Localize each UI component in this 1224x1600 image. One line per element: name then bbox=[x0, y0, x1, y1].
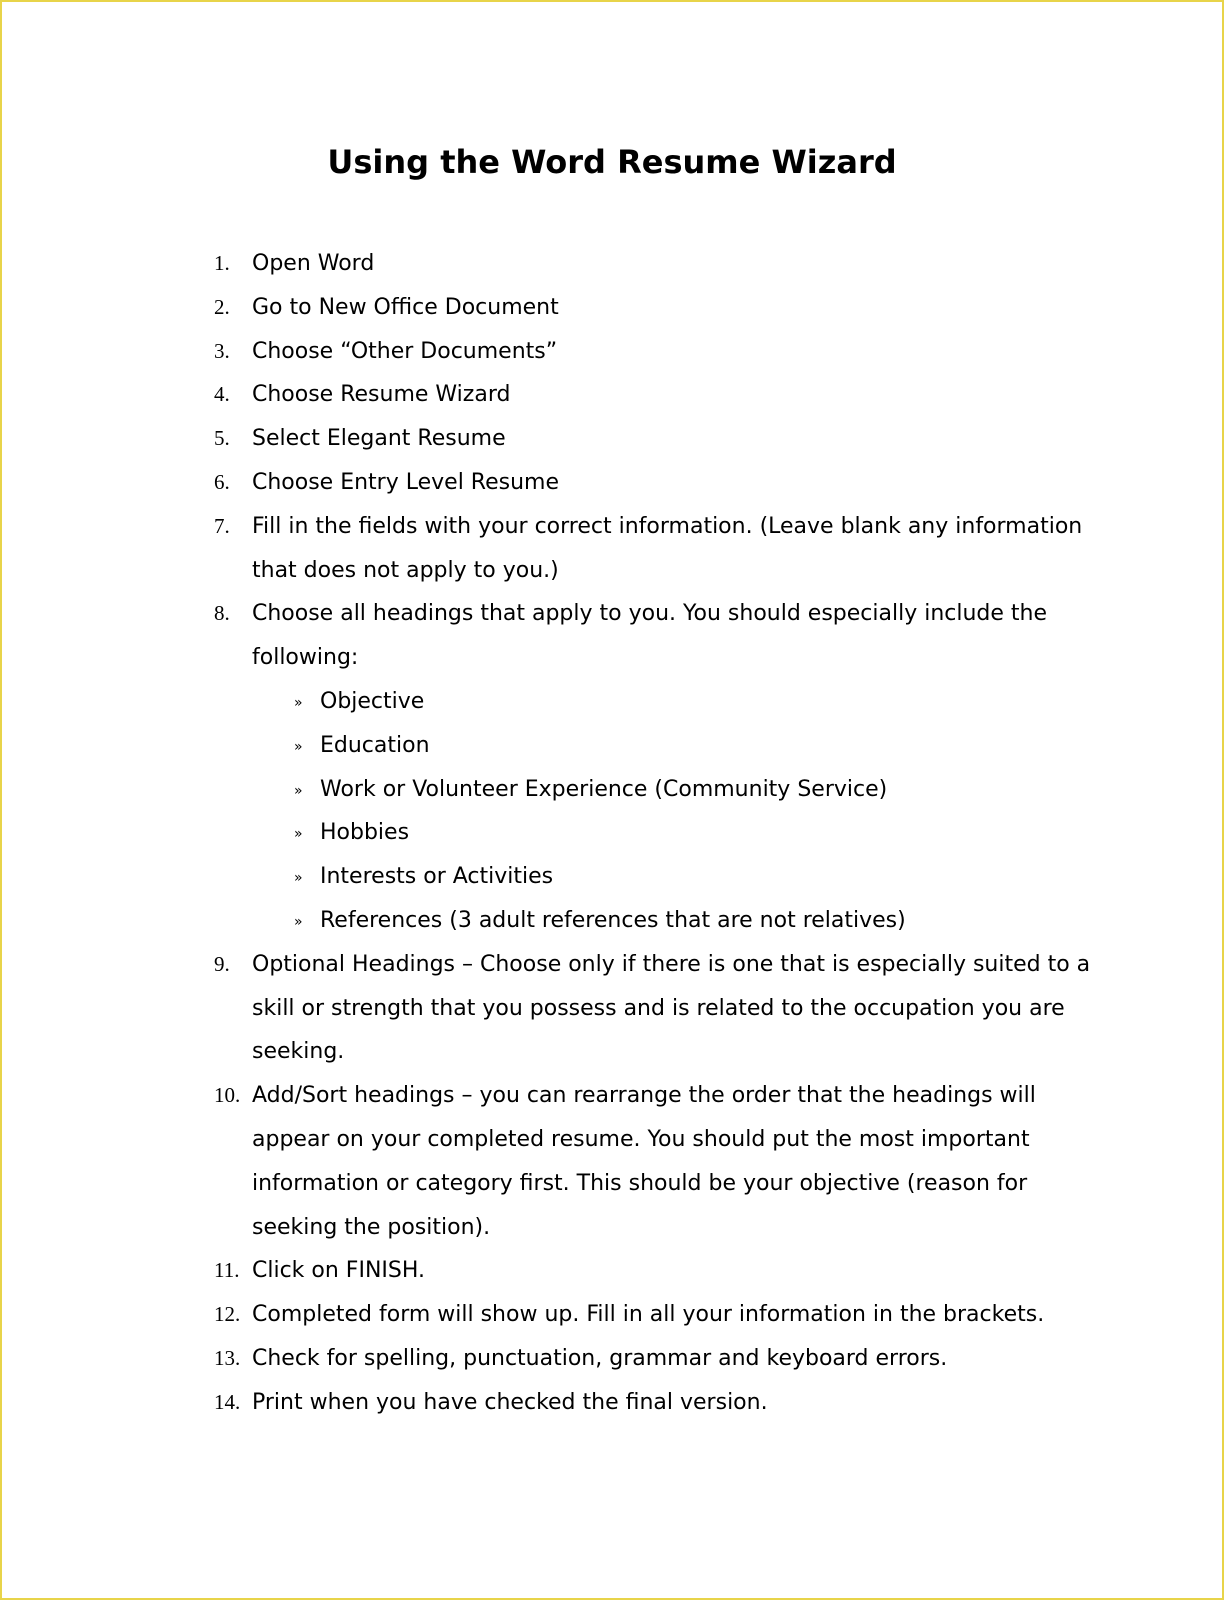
step-item bbox=[214, 1381, 1094, 1425]
step-number: 14. bbox=[214, 1389, 241, 1414]
step-number: 12. bbox=[214, 1302, 241, 1327]
step-item bbox=[214, 592, 1094, 942]
double-arrow-bullet-icon: » bbox=[294, 870, 303, 887]
bullet-text: References (3 adult references that are not relatives) bbox=[320, 907, 906, 933]
step-text: Choose Resume Wizard bbox=[252, 382, 511, 408]
step-number: 2. bbox=[214, 294, 230, 319]
bullet-text: Hobbies bbox=[320, 820, 410, 846]
step-item bbox=[214, 1249, 1094, 1293]
list-item bbox=[294, 768, 1094, 812]
step-text: Choose all headings that apply to you. You should especially include the following: bbox=[252, 601, 1048, 671]
double-arrow-bullet-icon: » bbox=[294, 782, 303, 799]
step-text: Check for spelling, punctuation, grammar and keyboard errors. bbox=[252, 1345, 948, 1371]
double-arrow-bullet-icon: » bbox=[294, 826, 303, 843]
step-number: 6. bbox=[214, 469, 230, 494]
double-arrow-bullet-icon: » bbox=[294, 738, 303, 755]
headings-bullet-list bbox=[252, 680, 1094, 943]
step-number: 9. bbox=[214, 951, 230, 976]
step-number: 7. bbox=[214, 513, 230, 538]
step-text: Go to New Office Document bbox=[252, 294, 559, 320]
step-text: Completed form will show up. Fill in all your information in the brackets. bbox=[252, 1302, 1045, 1328]
step-number: 8. bbox=[214, 601, 230, 626]
document-title: Using the Word Resume Wizard bbox=[327, 143, 897, 181]
list-item bbox=[294, 680, 1094, 724]
step-text: Optional Headings – Choose only if there is one that is especially suited to a skill or strength that you possess and is related to the occupation you are seeking. bbox=[252, 951, 1091, 1065]
step-item bbox=[214, 330, 1094, 374]
step-text: Click on FINISH. bbox=[252, 1258, 426, 1284]
list-item bbox=[294, 899, 1094, 943]
bullet-text: Objective bbox=[320, 688, 425, 714]
step-item bbox=[214, 242, 1094, 286]
step-item bbox=[214, 1293, 1094, 1337]
step-item bbox=[214, 373, 1094, 417]
step-number: 10. bbox=[214, 1083, 241, 1108]
step-text: Fill in the fields with your correct information. (Leave blank any information that does not apply to you.) bbox=[252, 513, 1083, 583]
list-item bbox=[294, 811, 1094, 855]
step-number: 11. bbox=[214, 1258, 240, 1283]
steps-list bbox=[214, 242, 1094, 1425]
step-number: 1. bbox=[214, 251, 230, 275]
step-text: Select Elegant Resume bbox=[252, 426, 506, 452]
step-item bbox=[214, 286, 1094, 330]
step-item bbox=[214, 505, 1094, 593]
list-item bbox=[294, 724, 1094, 768]
step-number: 5. bbox=[214, 426, 230, 451]
step-text: Choose Entry Level Resume bbox=[252, 469, 560, 495]
step-text: Print when you have checked the final version. bbox=[252, 1389, 768, 1415]
bullet-text: Interests or Activities bbox=[320, 864, 554, 890]
list-item bbox=[294, 855, 1094, 899]
step-number: 13. bbox=[214, 1345, 241, 1370]
bullet-text: Education bbox=[320, 732, 430, 758]
step-number: 3. bbox=[214, 338, 230, 363]
step-text: Choose “Other Documents” bbox=[252, 338, 558, 364]
double-arrow-bullet-icon: » bbox=[294, 913, 303, 930]
step-item bbox=[214, 1074, 1094, 1249]
double-arrow-bullet-icon: » bbox=[294, 694, 303, 711]
step-item bbox=[214, 417, 1094, 461]
step-text: Open Word bbox=[252, 251, 375, 276]
bullet-text: Work or Volunteer Experience (Community Service) bbox=[320, 776, 888, 802]
step-item bbox=[214, 461, 1094, 505]
step-item bbox=[214, 1337, 1094, 1381]
step-item bbox=[214, 943, 1094, 1074]
step-number: 4. bbox=[214, 382, 230, 407]
step-text: Add/Sort headings – you can rearrange the order that the headings will appear on your completed resume. You should put the most important information or category first. This should be your objective (reason for seeking the position). bbox=[252, 1083, 1036, 1240]
